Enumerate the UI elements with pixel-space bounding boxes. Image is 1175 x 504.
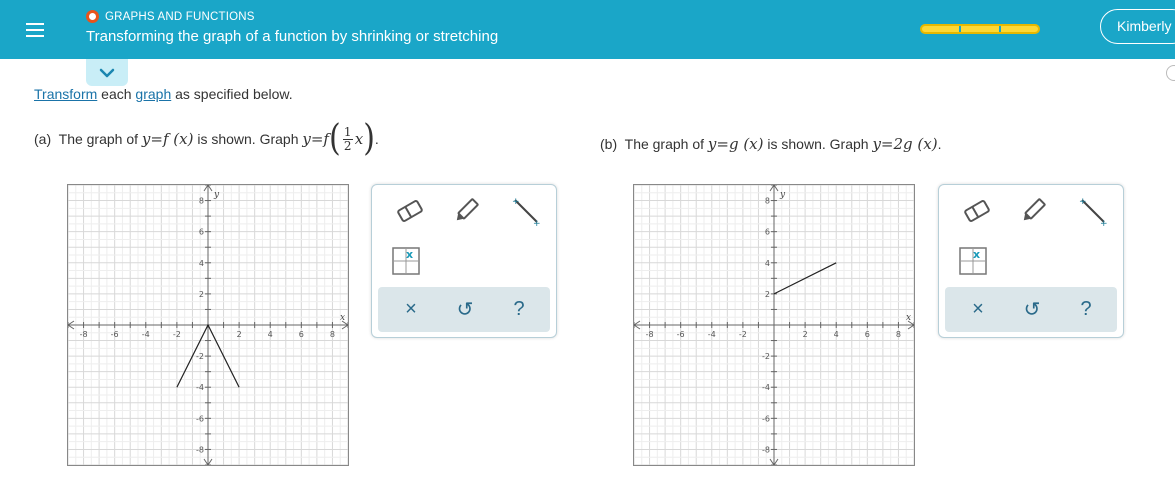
collapse-header-button[interactable] [86, 59, 128, 86]
x-tick-label: 8 [329, 330, 335, 339]
side-toggle-icon[interactable] [1166, 65, 1175, 81]
y-tick-label: -4 [762, 383, 770, 393]
x-tick-label: 2 [802, 330, 808, 339]
chevron-down-icon [99, 68, 115, 78]
tool-panel-a [371, 184, 557, 338]
point-grid-icon [391, 246, 421, 276]
left-paren: ( [329, 117, 341, 160]
lesson-title: Transforming the graph of a function by shrinking or stretching [86, 28, 499, 45]
part-b-prefix: (b) The graph of [600, 136, 708, 152]
eraser-tool[interactable] [957, 191, 997, 231]
y-tick-label: -2 [762, 352, 770, 362]
part-a-target-function: y=f [302, 130, 329, 148]
y-tick-label: -4 [196, 383, 204, 393]
x-tick-label: -2 [172, 330, 181, 339]
svg-text:+: + [1100, 219, 1108, 226]
part-a-suffix: . [374, 131, 379, 147]
y-tick-label: -8 [762, 445, 770, 455]
y-tick-label: 2 [764, 289, 770, 299]
x-tick-label: 6 [864, 330, 870, 339]
part-b-given-function: y=g (x) [707, 135, 764, 153]
topic-status-icon [86, 10, 99, 23]
y-tick-label: 8 [764, 196, 770, 206]
progress-segment [961, 26, 1000, 32]
y-tick-label: 2 [198, 289, 204, 299]
x-tick-label: 4 [833, 330, 839, 339]
eraser-tool[interactable] [390, 191, 430, 231]
x-tick-label: 4 [267, 330, 273, 339]
point-grid-tool[interactable] [386, 241, 426, 281]
pencil-icon [451, 196, 481, 226]
point-grid-icon [958, 246, 988, 276]
pencil-tool[interactable] [446, 191, 486, 231]
y-tick-label: 6 [764, 227, 770, 237]
clear-button[interactable]: × [405, 298, 417, 320]
graph-b[interactable] [633, 184, 915, 466]
svg-text:+: + [512, 197, 520, 207]
clear-button[interactable]: × [972, 298, 984, 320]
part-a-prompt [34, 117, 379, 160]
progress-segment [922, 26, 961, 32]
eraser-icon [962, 198, 992, 224]
x-tick-label: 6 [298, 330, 304, 339]
svg-text:+: + [533, 219, 541, 226]
y-tick-label: 4 [764, 258, 770, 268]
right-paren: ) [363, 117, 375, 160]
topic-label: GRAPHS AND FUNCTIONS [105, 10, 255, 23]
y-tick-label: 6 [198, 227, 204, 237]
part-b-suffix: . [937, 136, 942, 152]
transform-link[interactable]: Transform [34, 86, 98, 102]
fraction [343, 126, 353, 153]
instruction [34, 86, 293, 102]
x-tick-label: 8 [895, 330, 901, 339]
part-a-prefix: (a) The graph of [34, 131, 142, 147]
graph-a[interactable] [67, 184, 349, 466]
x-tick-label: -8 [79, 330, 88, 339]
line-segment-tool[interactable] [506, 191, 546, 231]
y-tick-label: -6 [196, 414, 204, 424]
y-axis-label: y [214, 190, 220, 200]
y-tick-label: 8 [198, 196, 204, 206]
svg-text:+: + [1079, 197, 1087, 207]
top-header [0, 0, 1175, 59]
y-tick-label: -2 [196, 352, 204, 362]
graph-a-canvas[interactable] [68, 185, 348, 465]
instruction-text: each [97, 86, 136, 102]
x-tick-label: 2 [236, 330, 242, 339]
x-tick-label: -2 [738, 330, 747, 339]
line-segment-tool[interactable] [1073, 191, 1113, 231]
help-button[interactable]: ? [513, 298, 525, 320]
line-segment-icon [511, 196, 541, 226]
part-b-middle: is shown. Graph [763, 136, 873, 152]
point-grid-tool[interactable] [953, 241, 993, 281]
part-b-prompt [600, 135, 941, 153]
x-tick-label: -4 [141, 330, 150, 339]
pencil-icon [1018, 196, 1048, 226]
pencil-tool[interactable] [1013, 191, 1053, 231]
line-segment-icon [1078, 196, 1108, 226]
part-a-middle: is shown. Graph [193, 131, 303, 147]
part-b-target-function: y=2g (x) [872, 135, 938, 153]
topic-row [86, 10, 255, 23]
fraction-numerator: 1 [343, 124, 352, 139]
x-tick-label: -8 [645, 330, 654, 339]
svg-text:x: x [973, 248, 981, 261]
x-tick-label: -6 [110, 330, 119, 339]
y-tick-label: -6 [762, 414, 770, 424]
x-tick-label: -4 [707, 330, 716, 339]
undo-button[interactable]: ↺ [1023, 299, 1041, 321]
x-axis-label: x [340, 313, 346, 323]
tool-panel-b [938, 184, 1124, 338]
user-menu-button[interactable]: Kimberly [1100, 9, 1175, 44]
instruction-text: as specified below. [171, 86, 293, 102]
graph-link[interactable]: graph [135, 86, 172, 102]
progress-segment [1001, 26, 1038, 32]
eraser-icon [395, 198, 425, 224]
fraction-denominator: 2 [343, 138, 352, 153]
undo-button[interactable]: ↺ [456, 299, 474, 321]
progress-bar [920, 24, 1040, 34]
y-axis-label: y [780, 190, 786, 200]
action-row [378, 287, 550, 332]
y-tick-label: -8 [196, 445, 204, 455]
help-button[interactable]: ? [1080, 298, 1092, 320]
part-a-variable: x [354, 130, 364, 148]
part-a-given-function: y=f (x) [141, 130, 194, 148]
hamburger-icon [26, 19, 44, 41]
action-row [945, 287, 1117, 332]
menu-button[interactable] [0, 0, 70, 59]
svg-text:x: x [406, 248, 414, 261]
graph-b-canvas[interactable] [634, 185, 914, 465]
x-tick-label: -6 [676, 330, 685, 339]
y-tick-label: 4 [198, 258, 204, 268]
x-axis-label: x [906, 313, 912, 323]
